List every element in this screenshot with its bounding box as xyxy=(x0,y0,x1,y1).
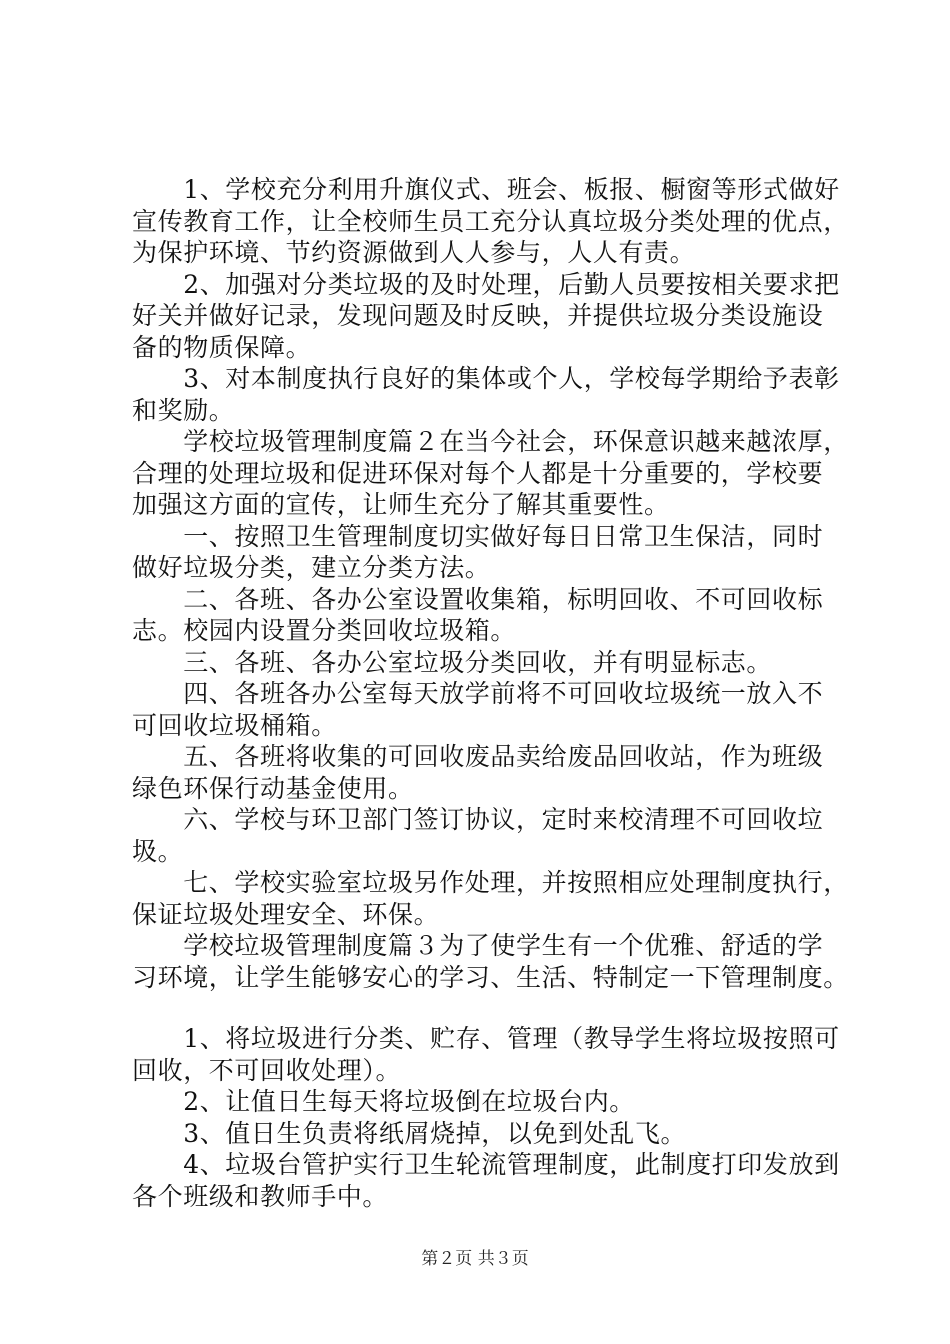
text-line: 三、各班、各办公室垃圾分类回收，并有明显标志。 xyxy=(132,647,773,677)
text-line: 4、垃圾台管护实行卫生轮流管理制度，此制度打印发放到 xyxy=(132,1150,840,1179)
text-line: 3、值日生负责将纸屑烧掉，以免到处乱飞。 xyxy=(132,1118,687,1148)
text-line: 可回收垃圾桶箱。 xyxy=(132,710,337,740)
text-line: 学校垃圾管理制度篇２在当今社会，环保意识越来越浓厚， xyxy=(132,427,849,456)
text-line: 学校垃圾管理制度篇３为了使学生有一个优雅、舒适的学 xyxy=(132,931,824,960)
text-line: 做好垃圾分类，建立分类方法。 xyxy=(132,553,491,582)
text-line: 四、各班各办公室每天放学前将不可回收垃圾统一放入不 xyxy=(132,679,824,708)
document-body xyxy=(132,174,848,1212)
text-line: 二、各班、各办公室设置收集箱，标明回收、不可回收标 xyxy=(132,584,824,614)
text-line: 各个班级和教师手中。 xyxy=(132,1181,389,1211)
text-line: 加强这方面的宣传，让师生充分了解其重要性。 xyxy=(132,490,670,519)
text-line: 六、学校与环卫部门签订协议，定时来校清理不可回收垃 xyxy=(132,805,824,834)
text-line: 2、让值日生每天将垃圾倒在垃圾台内。 xyxy=(132,1087,635,1116)
text-line: 七、学校实验室垃圾另作处理，并按照相应处理制度执行， xyxy=(132,868,849,897)
text-line: 1、将垃圾进行分类、贮存、管理（教导学生将垃圾按照可 xyxy=(132,1024,840,1053)
text-line: 保证垃圾处理安全、环保。 xyxy=(132,899,440,929)
text-line: 圾。 xyxy=(132,836,184,866)
text-line: 志。校园内设置分类回收垃圾箱。 xyxy=(132,616,517,645)
page-number-footer: 第２页 共３页 xyxy=(421,1249,529,1269)
text-line: 一、按照卫生管理制度切实做好每日日常卫生保洁，同时 xyxy=(132,521,824,551)
text-line: 宣传教育工作，让全校师生员工充分认真垃圾分类处理的优点， xyxy=(132,206,849,236)
text-line: 合理的处理垃圾和促进环保对每个人都是十分重要的，学校要 xyxy=(132,458,824,488)
text-line: 3、对本制度执行良好的集体或个人，学校每学期给予表彰 xyxy=(132,364,840,393)
blank-line xyxy=(132,993,848,1023)
text-line: 1、学校充分利用升旗仪式、班会、板报、橱窗等形式做好 xyxy=(132,175,840,204)
text-line: 好关并做好记录，发现问题及时反映，并提供垃圾分类设施设 xyxy=(132,301,824,330)
text-line: 为保护环境、节约资源做到人人参与，人人有责。 xyxy=(132,238,696,267)
text-line: 习环境，让学生能够安心的学习、生活、特制定一下管理制度。 xyxy=(132,962,849,992)
text-line: 备的物质保障。 xyxy=(132,332,312,362)
text-line: 绿色环保行动基金使用。 xyxy=(132,773,414,803)
text-line: 回收，不可回收处理）。 xyxy=(132,1055,402,1085)
text-line: 五、各班将收集的可回收废品卖给废品回收站，作为班级 xyxy=(132,742,824,771)
text-line: 2、加强对分类垃圾的及时处理，后勤人员要按相关要求把 xyxy=(132,269,840,299)
text-line: 和奖励。 xyxy=(132,395,235,425)
